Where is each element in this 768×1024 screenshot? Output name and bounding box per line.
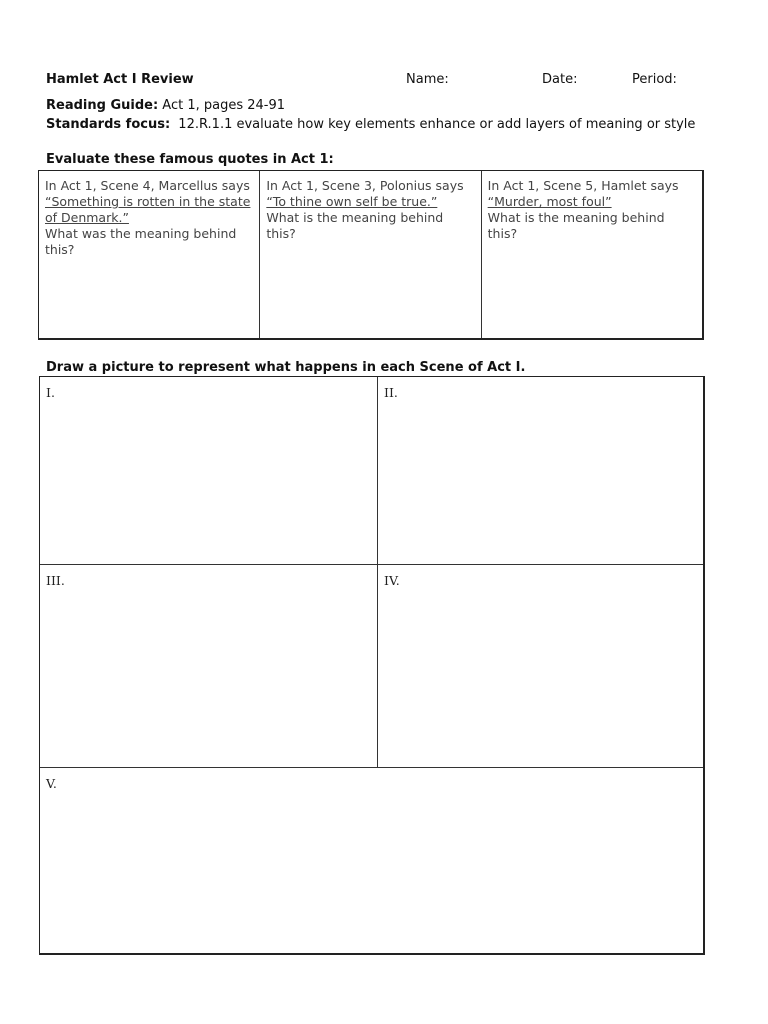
- quote-text: “Murder, most foul”: [487, 194, 612, 209]
- standards-line: [46, 117, 695, 132]
- reading-guide-label: Reading Guide:: [46, 98, 159, 113]
- scene-box-5[interactable]: [40, 768, 704, 953]
- quote-intro: In Act 1, Scene 3, Polonius says: [266, 178, 464, 193]
- standards-value: 12.R.1.1 evaluate how key elements enhance or add layers of meaning or style: [178, 117, 696, 132]
- quote-cell-3[interactable]: [482, 171, 702, 338]
- quote-question: What is the meaning behind this?: [266, 210, 444, 241]
- quote-text: “To thine own self be true.”: [266, 194, 438, 209]
- scene-box-1[interactable]: [40, 377, 377, 564]
- quote-question: What was the meaning behind this?: [45, 226, 237, 257]
- scene-box-4[interactable]: [378, 565, 704, 767]
- period-label: Period:: [632, 72, 677, 87]
- scene-box-3[interactable]: [40, 565, 377, 767]
- scene-label: V.: [46, 776, 57, 791]
- scene-label: IV.: [384, 573, 400, 588]
- draw-heading: Draw a picture to represent what happens in each Scene of Act I.: [46, 360, 526, 375]
- date-label: Date:: [542, 72, 578, 87]
- scene-label: I.: [46, 385, 55, 400]
- quote-question: What is the meaning behind this?: [487, 210, 665, 241]
- reading-guide-value: Act 1, pages 24-91: [162, 98, 286, 113]
- worksheet-title: Hamlet Act I Review: [46, 72, 194, 87]
- drawing-grid: [39, 376, 705, 955]
- quote-intro: In Act 1, Scene 5, Hamlet says: [487, 178, 679, 193]
- scene-label: II.: [384, 385, 398, 400]
- name-label: Name:: [406, 72, 449, 87]
- quote-cell-2[interactable]: [260, 171, 481, 338]
- scene-label: III.: [46, 573, 65, 588]
- quote-intro: In Act 1, Scene 4, Marcellus says: [45, 178, 250, 193]
- standards-label: Standards focus:: [46, 117, 171, 132]
- scene-box-2[interactable]: [378, 377, 704, 564]
- quotes-heading: Evaluate these famous quotes in Act 1:: [46, 152, 334, 167]
- quotes-table: [38, 170, 704, 340]
- quote-text: “Something is rotten in the state of Denmark.”: [45, 194, 251, 225]
- quote-cell-1[interactable]: [39, 171, 260, 338]
- reading-guide-line: [46, 98, 285, 113]
